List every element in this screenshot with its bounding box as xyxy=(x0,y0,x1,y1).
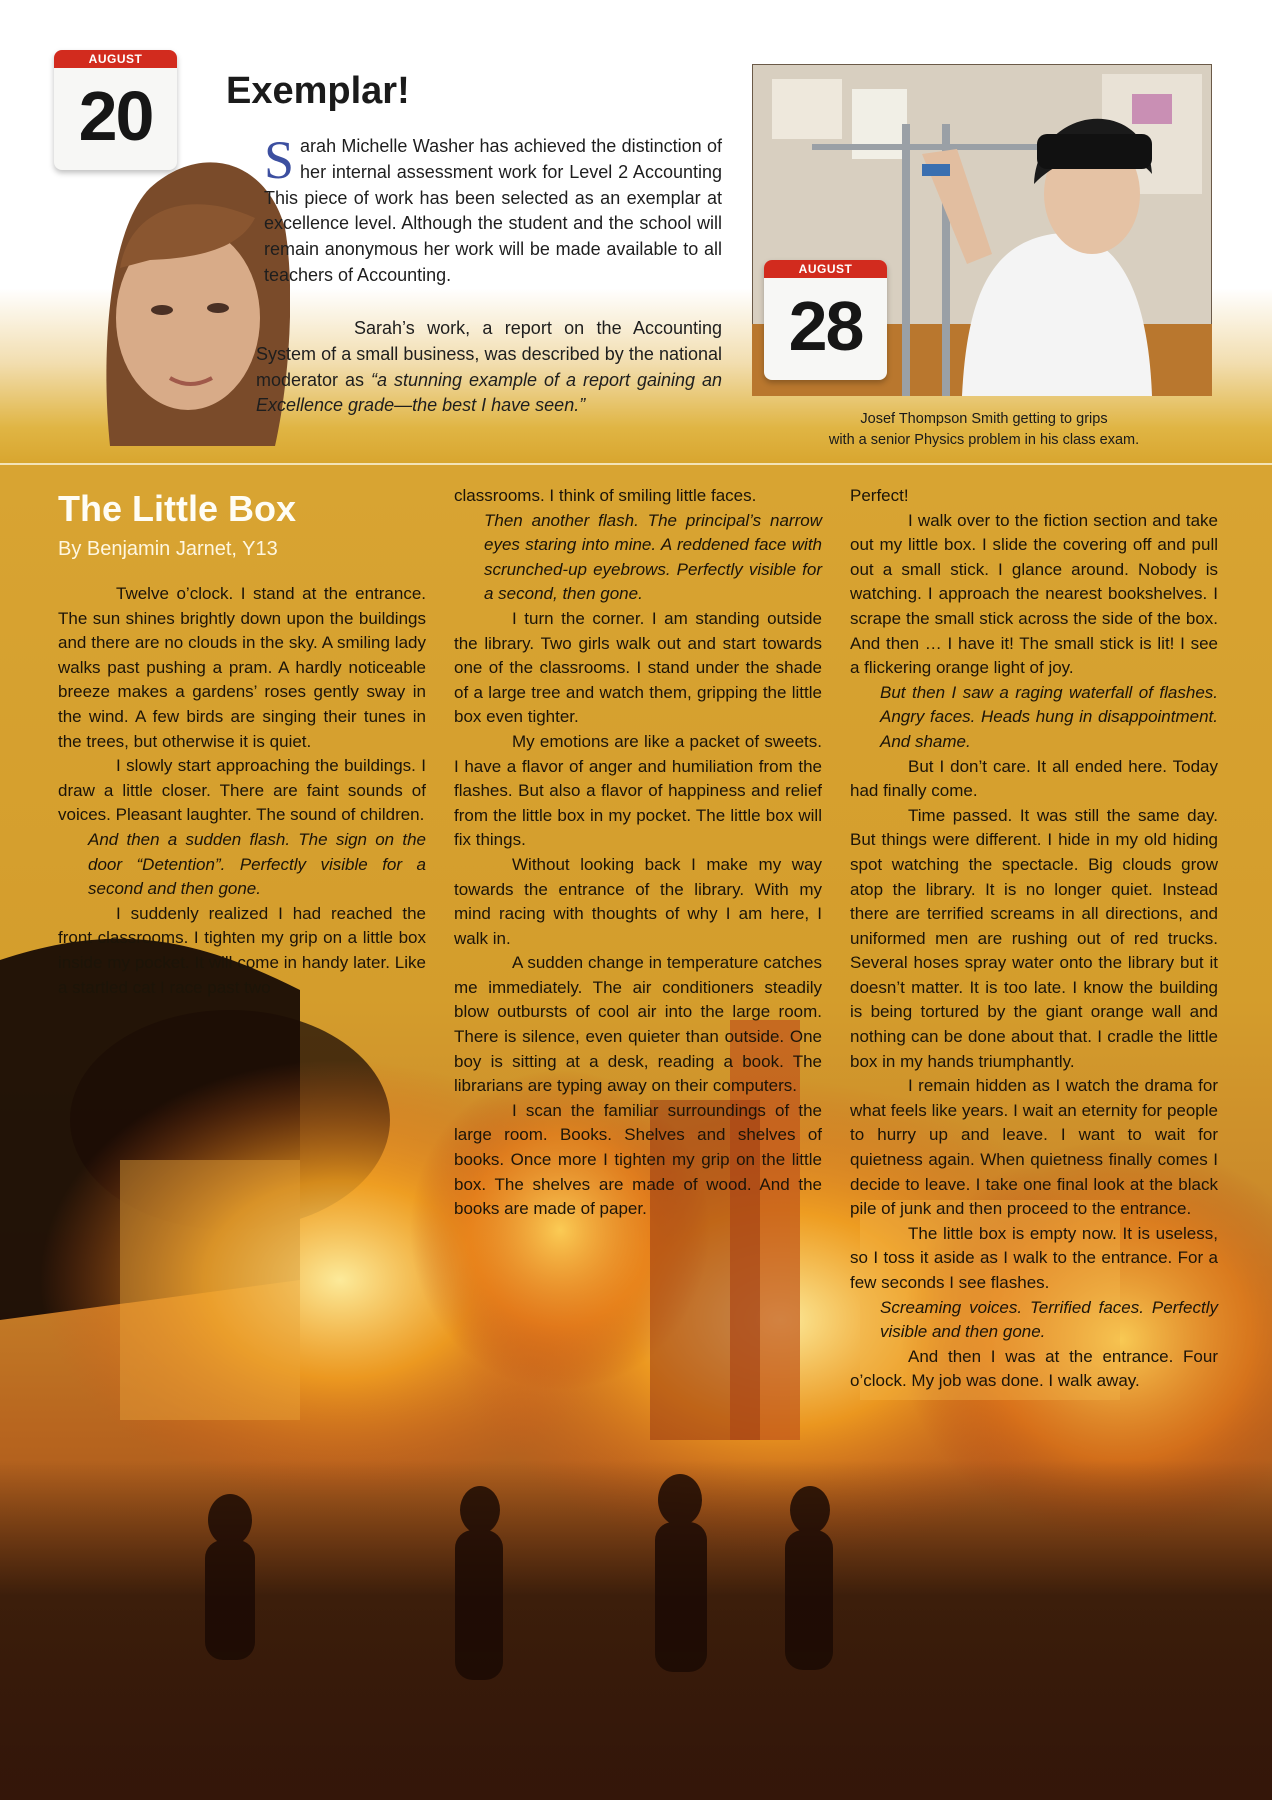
story-paragraph: classrooms. I think of smiling little faces. xyxy=(454,486,757,505)
story-paragraph: The little box is empty now. It is useless, so I toss it aside as I walk to the entrance. For a few seconds I see flashes. xyxy=(850,1223,1218,1292)
story-flashback: Then another flash. The principal’s narrow eyes staring into mine. A reddened face with scrunched-up eyebrows. Perfectly visible for a second, then gone. xyxy=(484,510,822,604)
story-paragraph: My emotions are like a packet of sweets. I have a flavor of anger and humiliation from the flashes. But also a flavor of happiness and relief from the little box in my pocket. The little box will fix things. xyxy=(454,731,822,850)
story-paragraph: Perfect! xyxy=(850,486,909,505)
badge-month: AUGUST xyxy=(764,260,887,278)
badge-day: 28 xyxy=(788,287,863,365)
story-paragraph: A sudden change in temperature catches me immediately. The air conditioners steadily blow outbursts of cool air into the large room. There is silence, even quieter than outside. One boy is sitting at a desk, reading a book. The librarians are typing away on their computers. xyxy=(454,953,822,1096)
exemplar-heading: Exemplar! xyxy=(226,70,410,112)
caption-line-2: with a senior Physics problem in his class exam. xyxy=(828,432,1140,448)
story-paragraph: I remain hidden as I watch the drama for what feels like years. I wait an eternity for people to hurry up and leave. I want to wait for quietness again. When quietness finally comes I decide to leave. I take one final look at the black pile of junk and then proceed to the entrance. xyxy=(850,1076,1218,1219)
date-badge-august-28 xyxy=(764,260,887,380)
photo-caption xyxy=(760,409,1208,451)
story-paragraph: And then I was at the entrance. Four o’clock. My job was done. I walk away. xyxy=(850,1346,1218,1391)
story-paragraph: Time passed. It was still the same day. But things were different. I hide in my old hiding spot watching the spectacle. Big clouds grow atop the library. It is no longer quiet. Instead there are terrified screams in all directions, and uniformed men are rushing out of red trucks. Several hoses spray water onto the library but it doesn’t matter. It is too late. I know the building is being tortured by the giant orange wall and nothing can be done about that. I cradle the little box in my hands triumphantly. xyxy=(850,805,1218,1071)
exemplar-paragraph-1-text: arah Michelle Washer has achieved the distinction of her internal assessment work for Level 2 Accounting This piece of work has been selected as an exemplar at excellence level. Although the student and the school will remain anonymous her work will be made available to all teachers of Accounting. xyxy=(264,136,722,285)
story-paragraph: I turn the corner. I am standing outside the library. Two girls walk out and start towards one of the classrooms. I stand under the shade of a large tree and watch them, gripping the little box even tighter. xyxy=(454,608,822,727)
story-paragraph: But I don’t care. It all ended here. Today had finally come. xyxy=(850,756,1218,801)
story-paragraph: Twelve o’clock. I stand at the entrance. The sun shines brightly down upon the buildings and there are no clouds in the sky. A smiling lady walks past pushing a pram. A hardly noticeable breeze makes a gardens’ roses gently sway in the wind. A few birds are singing their tunes in the trees, but otherwise it is quiet. xyxy=(58,584,426,751)
caption-line-1: Josef Thompson Smith getting to grips xyxy=(860,411,1108,427)
story-flashback: Screaming voices. Terrified faces. Perfectly visible and then gone. xyxy=(880,1297,1218,1342)
story-column-1 xyxy=(58,582,426,1000)
drop-cap: S xyxy=(264,130,295,190)
exemplar-paragraph-1 xyxy=(264,130,722,289)
exemplar-paragraph-2 xyxy=(256,316,722,419)
story-byline: By Benjamin Jarnet, Y13 xyxy=(58,538,278,560)
story-paragraph: I scan the familiar surroundings of the large room. Books. Shelves and shelves of books. Once more I tighten my grip on the little box. The shelves are made of wood. And the books are made of paper. xyxy=(454,1100,822,1219)
story-paragraph: I suddenly realized I had reached the front classrooms. I tighten my grip on a little box inside my pocket. It will come in handy later. Like a startled cat I race past two xyxy=(58,903,426,997)
badge-month: AUGUST xyxy=(54,50,177,68)
story-column-3 xyxy=(850,484,1218,1394)
badge-day: 20 xyxy=(78,77,153,155)
story-paragraph: I walk over to the fiction section and take out my little box. I slide the covering off and pull out a small stick. I glance around. Nobody is watching. I approach the nearest bookshelves. I scrape the small stick across the side of the box. And then … I have it! The small stick is lit! I see a flickering orange light of joy. xyxy=(850,510,1218,678)
moderator-quote: “a stunning example of a report gaining an Excellence grade—the best I have seen.” xyxy=(256,369,722,416)
story-flashback: And then a sudden flash. The sign on the door “Detention”. Perfectly visible for a second and then gone. xyxy=(88,829,426,899)
story-paragraph: I slowly start approaching the buildings. I draw a little closer. There are faint sounds of voices. Pleasant laughter. The sound of children. xyxy=(58,756,426,825)
story-paragraph: Without looking back I make my way towards the entrance of the library. With my mind racing with thoughts of why I am here, I walk in. xyxy=(454,854,822,948)
story-column-2 xyxy=(454,484,822,1222)
story-title: The Little Box xyxy=(58,488,297,529)
story-flashback: But then I saw a raging waterfall of flashes. Angry faces. Heads hung in disappointment. And shame. xyxy=(880,682,1218,751)
exemplar-paragraph-2-text: Sarah’s work, a report on the Accounting System of a small business, was described by the national moderator as xyxy=(256,318,722,390)
